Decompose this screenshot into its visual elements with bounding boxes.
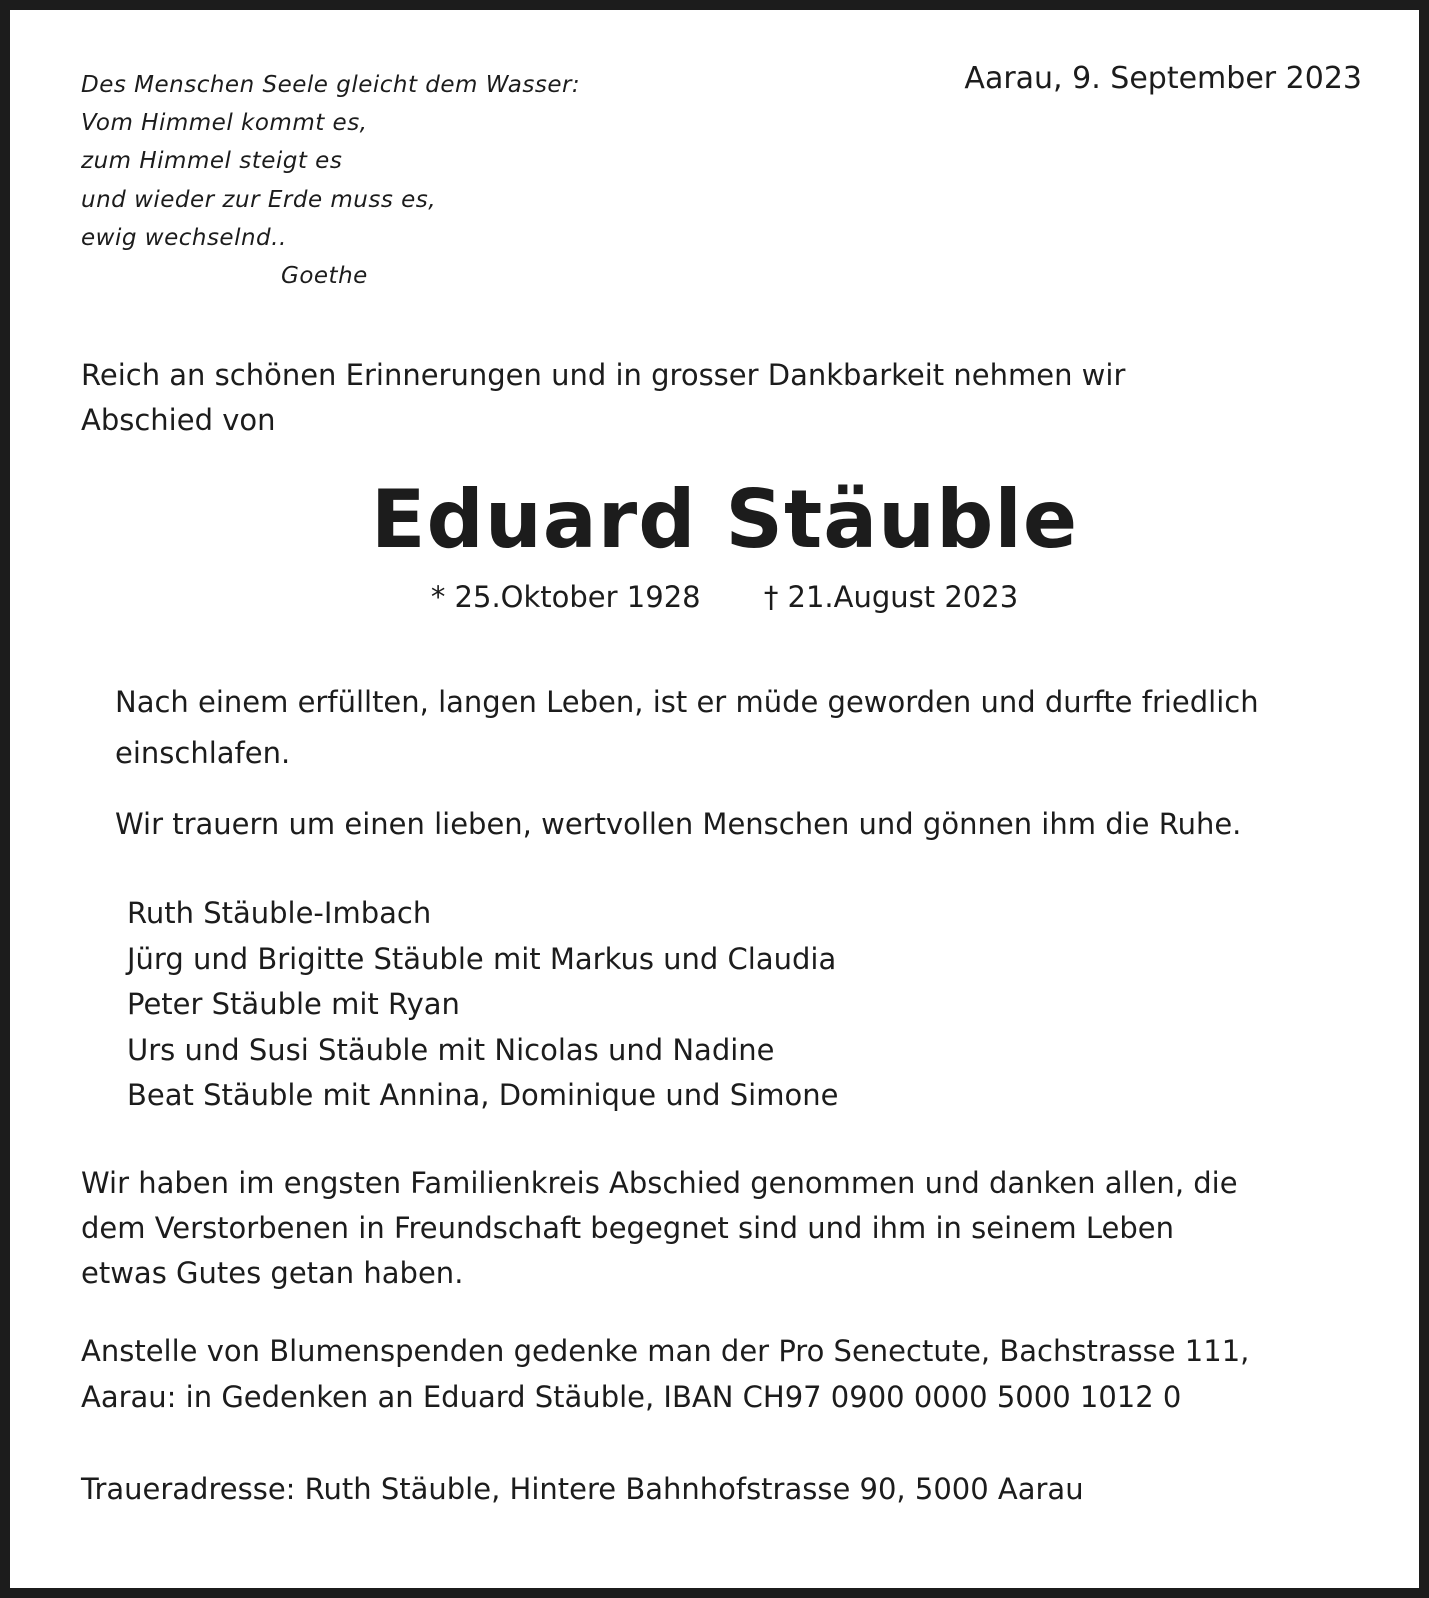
intro-line: Abschied von	[81, 403, 276, 437]
deceased-name: Eduard Stäuble	[370, 473, 1079, 566]
farewell-paragraph	[115, 677, 1259, 779]
place-date: Aarau, 9. September 2023	[964, 61, 1362, 96]
life-dates	[10, 577, 1429, 617]
mourner-item: Peter Stäuble mit Ryan	[127, 987, 460, 1022]
thanks-line: dem Verstorbenen in Freundschaft begegnet sind und ihm in seinem Leben	[81, 1211, 1174, 1245]
farewell-line: Nach einem erfüllten, langen Leben, ist er müde geworden und durfte friedlich	[115, 685, 1259, 719]
quote-author: Goethe	[281, 263, 368, 290]
intro-text	[81, 353, 1125, 443]
intro-line: Reich an schönen Erinnerungen und in grosser Dankbarkeit nehmen wir	[81, 358, 1126, 392]
farewell-line: einschlafen.	[115, 736, 291, 770]
thanks-line: Wir haben im engsten Familienkreis Abschied genommen und danken allen, die	[81, 1166, 1238, 1200]
quote-line: Des Menschen Seele gleicht dem Wasser:	[81, 72, 581, 98]
quote-line: und wieder zur Erde muss es,	[81, 186, 437, 213]
mourner-item: Jürg und Brigitte Stäuble mit Markus und Claudia	[127, 941, 837, 976]
mourner-item: Urs und Susi Stäuble mit Nicolas und Nadine	[127, 1032, 775, 1067]
quote-line: ewig wechselnd..	[81, 224, 287, 251]
mourner-item: Beat Stäuble mit Annina, Dominique und Simone	[127, 1078, 839, 1113]
donation-paragraph	[81, 1328, 1249, 1420]
mourner-item: Ruth Stäuble-Imbach	[127, 896, 432, 930]
donation-line: Anstelle von Blumenspenden gedenke man der Pro Senectute, Bachstrasse 111,	[81, 1334, 1250, 1368]
mourners-list	[127, 891, 838, 1119]
quote-line: Vom Himmel kommt es,	[81, 110, 368, 137]
mourning-address: Traueradresse: Ruth Stäuble, Hintere Bahnhofstrasse 90, 5000 Aarau	[81, 1472, 1084, 1506]
donation-line: Aarau: in Gedenken an Eduard Stäuble, IBAN CH97 0900 0000 5000 1012 0	[81, 1380, 1182, 1414]
goethe-quote	[81, 66, 580, 295]
thanks-paragraph	[81, 1161, 1238, 1296]
birth-date: * 25.Oktober 1928	[430, 580, 701, 614]
death-date: † 21.August 2023	[763, 580, 1019, 614]
thanks-line: etwas Gutes getan haben.	[81, 1256, 464, 1290]
mourning-paragraph: Wir trauern um einen lieben, wertvollen Menschen und gönnen ihm die Ruhe.	[115, 807, 1242, 841]
quote-line: zum Himmel steigt es	[81, 148, 343, 175]
